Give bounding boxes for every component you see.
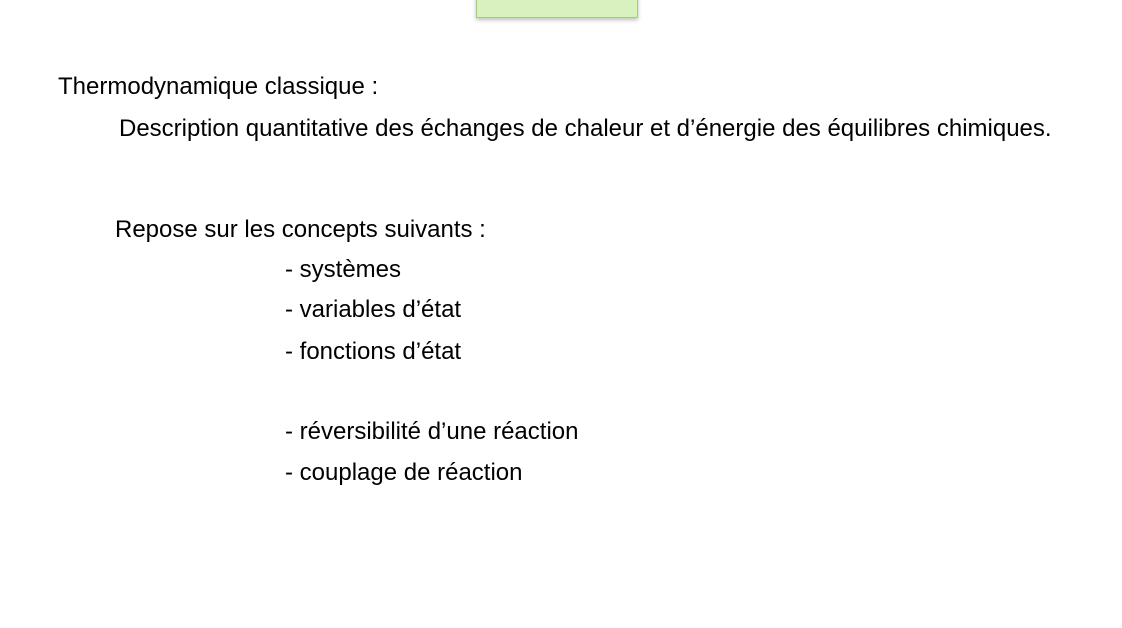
slide-title xyxy=(497,0,617,3)
concepts-heading: Repose sur les concepts suivants : xyxy=(115,216,486,243)
description-paragraph: Description quantitative des échanges de chaleur et d’énergie des équilibres chimiques. xyxy=(119,115,1052,142)
concept-item-couplage: - couplage de réaction xyxy=(285,459,523,486)
concept-item-systemes: - systèmes xyxy=(285,256,402,283)
slide-title-box xyxy=(476,0,638,18)
section-heading: Thermodynamique classique : xyxy=(58,73,379,100)
concept-item-fonctions-etat: - fonctions d’état xyxy=(285,338,462,365)
concept-item-variables-etat: - variables d’état xyxy=(285,296,462,323)
concept-item-reversibilite: - réversibilité d’une réaction xyxy=(285,418,579,445)
